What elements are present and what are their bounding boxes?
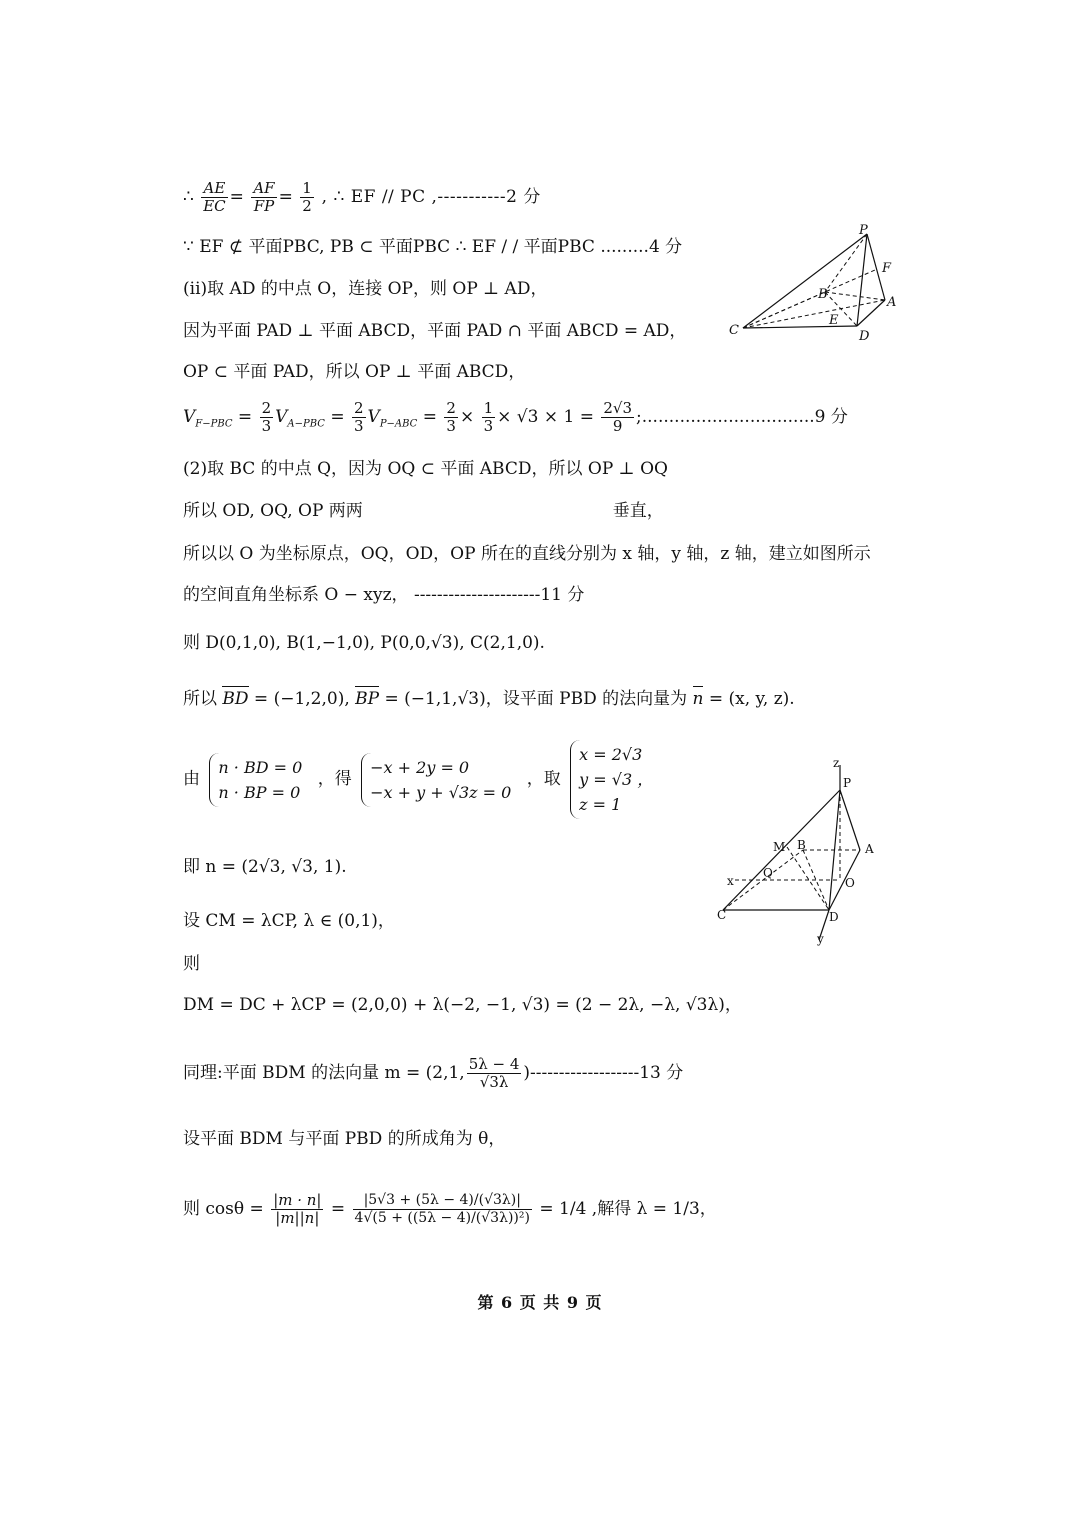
fraction-result: $\frac{2√3}{9}$ bbox=[603, 399, 633, 435]
svg-text:P: P bbox=[843, 776, 852, 790]
line-ratio: ∴ $\frac{AE}{EC}$ = $\frac{AF}{FP}$ = $\frac{1}{2}$ , ∴ EF // PC ,-----------2 分 bbox=[183, 179, 541, 215]
coordinate-labels bbox=[717, 756, 874, 946]
line-cos: 则 cosθ = $\frac{|m \cdot n|}{|m||n|}$ = $\frac{|5√3 + (5\lambda - 4)/(√3\lambda)|}{\text{4√(5 + ((5λ − 4)/(√3λ))²)}}$ = 1/4 ,解得 λ = 1/3， bbox=[183, 1191, 717, 1227]
line-systems: 由 n · BD = 0 n · BP = 0 ，得 −x + 2y = 0 −x + y + √3z = 0 ，取 x = 2√3 y = √3 ， z = 1 bbox=[183, 740, 663, 819]
fraction-ae-ec: $\frac{AE}{EC}$ bbox=[203, 179, 226, 215]
svg-text:C: C bbox=[729, 323, 739, 338]
pyramid-labels bbox=[729, 223, 896, 344]
fraction-half: $\frac{1}{2}$ bbox=[302, 179, 312, 215]
system-solution: x = 2√3 y = √3 ， z = 1 bbox=[570, 740, 659, 819]
svg-text:F: F bbox=[882, 261, 892, 276]
line-vectors: 所以 BD = (−1,2,0), BP = (−1,1,√3)，设平面 PBD 的法向量为 n = (x, y, z). bbox=[183, 689, 795, 709]
page-footer: 第 6 页 共 9 页 bbox=[477, 1293, 603, 1312]
line-plane-perp: 因为平面 PAD ⊥ 平面 ABCD，平面 PAD ∩ 平面 ABCD = AD， bbox=[183, 321, 687, 341]
system-normal: n · BD = 0 n · BP = 0 bbox=[209, 753, 308, 807]
line-angle: 设平面 BDM 与平面 PBD 的所成角为 θ， bbox=[183, 1129, 506, 1149]
line-coord-system: 的空间直角坐标系 O − xyz， ----------------------11 分 bbox=[183, 585, 585, 605]
fraction-two-thirds: $\frac{2}{3}$ bbox=[261, 399, 272, 435]
line-normal-vector: 即 n = (2√3, √3, 1). bbox=[183, 857, 347, 877]
svg-text:y: y bbox=[817, 932, 824, 946]
line-op-perp: OP ⊂ 平面 PAD，所以 OP ⊥ 平面 ABCD， bbox=[183, 362, 526, 382]
fraction-two-thirds-b: $\frac{2}{3}$ bbox=[353, 399, 364, 435]
line-pairwise: 所以 OD, OQ, OP 两两 垂直， bbox=[183, 501, 664, 521]
svg-text:A: A bbox=[865, 842, 874, 856]
line-ef-parallel: ∵ EF ⊄ 平面PBC, PB ⊂ 平面PBC ∴ EF / / 平面PBC .........4 分 bbox=[183, 237, 683, 257]
coordinate-figure bbox=[715, 755, 890, 950]
svg-text:B: B bbox=[818, 287, 828, 302]
svg-text:A: A bbox=[887, 295, 897, 310]
svg-text:x: x bbox=[727, 874, 734, 888]
line-then: 则 bbox=[183, 954, 200, 974]
line-axes: 所以以 O 为坐标原点，OQ，OD，OP 所在的直线分别为 x 轴，y 轴，z 轴，建立如图所示 bbox=[183, 544, 871, 564]
fraction-big: $\frac{|5√3 + (5\lambda - 4)/(√3\lambda)|}{\text{4√(5 + ((5λ − 4)/(√3λ))²)}}$ bbox=[354, 1192, 530, 1226]
svg-text:B: B bbox=[797, 838, 806, 852]
svg-text:D: D bbox=[859, 329, 870, 344]
fraction-two-thirds-c: $\frac{2}{3}$ bbox=[446, 399, 456, 435]
fraction-af-fp: $\frac{AF}{FP}$ bbox=[253, 179, 275, 215]
svg-text:C: C bbox=[717, 908, 727, 922]
svg-text:P: P bbox=[859, 223, 868, 238]
line-dm: DM = DC + λCP = (2,0,0) + λ(−2, −1, √3) = (2 − 2λ, −λ, √3λ)， bbox=[183, 995, 742, 1015]
svg-text:D: D bbox=[829, 910, 839, 924]
line-m-vector: 同理:平面 BDM 的法向量 m = (2,1, $\frac{5\lambda - 4}{√3\lambda}$ )-------------------13 分 bbox=[183, 1055, 684, 1091]
svg-text:O: O bbox=[845, 876, 855, 890]
line-points: 则 D(0,1,0), B(1,−1,0), P(0,0,√3), C(2,1,0). bbox=[183, 633, 545, 653]
svg-text:E: E bbox=[829, 313, 839, 328]
fraction-m-third: $\frac{5\lambda - 4}{√3\lambda}$ bbox=[468, 1055, 520, 1091]
svg-text:Q: Q bbox=[763, 866, 773, 880]
line-midpoint-q: (2)取 BC 的中点 Q，因为 OQ ⊂ 平面 ABCD，所以 OP ⊥ OQ bbox=[183, 459, 668, 479]
line-midpoint-o: (ii)取 AD 的中点 O，连接 OP，则 OP ⊥ AD， bbox=[183, 279, 548, 299]
system-equations: −x + 2y = 0 −x + y + √3z = 0 bbox=[361, 753, 517, 807]
line-cm: 设 CM = λCP, λ ∈ (0,1)， bbox=[183, 911, 395, 931]
line-volume: $V_{F-PBC}$ = $\frac{2}{3}$ $V_{A-PBC}$ = $\frac{2}{3}$ $V_{P-ABC}$ = $\frac{2}{3}$ × $\frac{1}{3}$ × √3 × 1 = $\frac{2√3}{9}$ ;................................9 分 bbox=[183, 399, 848, 435]
fraction-one-third: $\frac{1}{3}$ bbox=[483, 399, 494, 435]
pyramid-figure bbox=[725, 222, 910, 347]
fraction-cos: $\frac{|m \cdot n|}{|m||n|}$ bbox=[273, 1191, 322, 1227]
svg-text:z: z bbox=[833, 756, 840, 770]
svg-text:M: M bbox=[773, 840, 786, 854]
